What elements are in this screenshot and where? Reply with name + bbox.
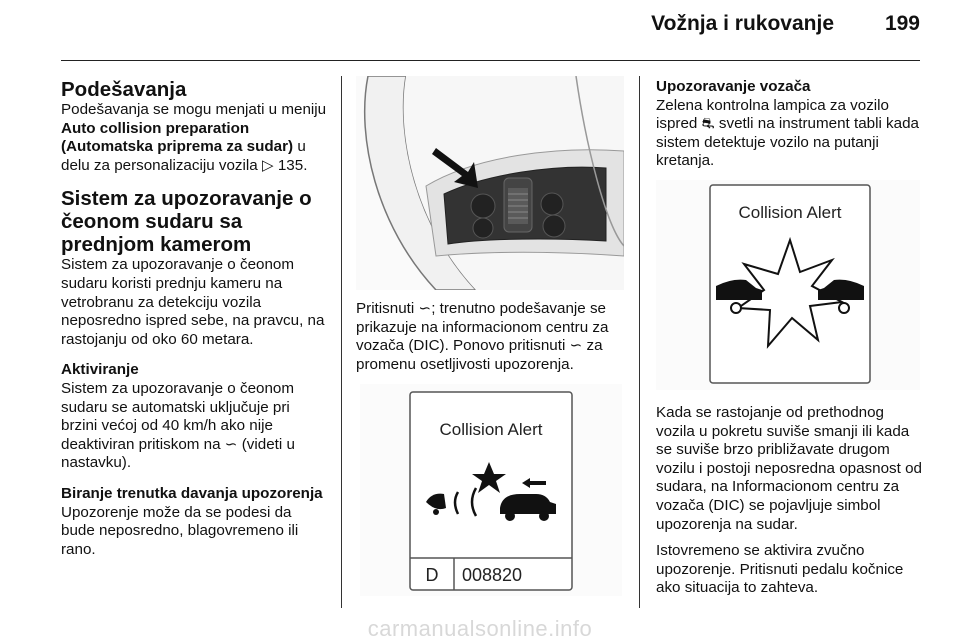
dic-title: Collision Alert [439, 420, 543, 439]
vehicle-ahead-icon: ⛐ [701, 115, 715, 133]
dic-display-illustration [360, 384, 622, 596]
page-header-title: Vožnja i rukovanje [651, 12, 834, 35]
column-3 [656, 78, 924, 171]
steering-wheel-illustration [356, 76, 624, 290]
paragraph-press [356, 300, 624, 374]
watermark: carmanualsonline.info [367, 616, 593, 641]
page-ref[interactable]: 135. [277, 156, 308, 174]
column-divider-1 [341, 76, 342, 608]
paragraph-settings [61, 101, 329, 175]
page-number: 199 [884, 12, 920, 35]
dic-code: 008820 [462, 565, 523, 585]
collision-alert-button-icon: ∽ [418, 300, 432, 317]
text: u delu za personalizaciju vozila [61, 138, 306, 174]
heading-system: Sistem za upozoravanje o čeonom sudaru sa prednjom kamerom [61, 187, 312, 257]
heading-activation: Aktiviranje [61, 361, 139, 379]
paragraph-distance: Kada se rastojanje od prethodnog vozila u pokretu suviše smanji ili kada se suviše brzo približavate drugom vozilu i postoji neposredna opasnost od sudara, na Informacionom centru za vozača (DIC) se pojavljuje simbol upozorenja na sudar. [656, 404, 922, 533]
text: za promenu osetljivosti upozorenja. [356, 337, 603, 373]
heading-settings: Podešavanja [61, 78, 187, 101]
text: Pritisnuti [356, 300, 419, 317]
menu-name: Auto collision preparation (Automatska priprema za sudar) [61, 119, 294, 156]
collision-alert-title: Collision Alert [738, 203, 842, 222]
heading-timing: Biranje trenutka davanja upozorenja [61, 484, 323, 502]
collision-alert-button-icon: ∽ [569, 337, 583, 355]
column-1 [61, 78, 329, 559]
column-divider-2 [639, 76, 640, 608]
text: Sistem za upozoravanje o čeonom sudaru se automatski uključuje pri brzini većoj od 40 km/h ako nije deaktiviran pritiskom na [61, 379, 295, 453]
text: svetli na instrument tabli kada sistem detektuje vozilo na putanji kretanja. [656, 115, 919, 170]
paragraph-sound: Istovremeno se aktivira zvučno upozorenje. Pritisnuti pedalu kočnice ako situacija to zahteva. [656, 542, 904, 597]
text: Podešavanja se mogu menjati u meniju [61, 101, 327, 118]
collision-alert-illustration [656, 180, 920, 390]
text: (videti u nastavku). [61, 435, 295, 472]
text: ; trenutno podešavanje se prikazuje na informacionom centru za vozača (DIC). Ponovo pritisnuti [356, 300, 609, 355]
paragraph-timing: Upozorenje može da se podesi da bude neposredno, blagovremeno ili rano. [61, 503, 299, 558]
column-2 [356, 300, 624, 374]
page-ref-icon: ▷ [261, 156, 274, 174]
text: Zelena kontrolna lampica za vozilo ispred [656, 96, 889, 133]
dic-code-letter: D [425, 565, 439, 585]
column-3-lower [656, 404, 924, 598]
header-rule [61, 60, 920, 61]
collision-alert-button-icon: ∽ [224, 435, 238, 453]
paragraph-activation [61, 380, 329, 473]
paragraph-driver-warning [656, 97, 924, 171]
paragraph-system: Sistem za upozoravanje o čeonom sudaru koristi prednju kameru na vetrobranu za detekciju vozila neposredno ispred sebe, na pravcu, na rastojanju od oko 60 metara. [61, 256, 325, 348]
heading-driver-warning: Upozoravanje vozača [656, 78, 811, 95]
